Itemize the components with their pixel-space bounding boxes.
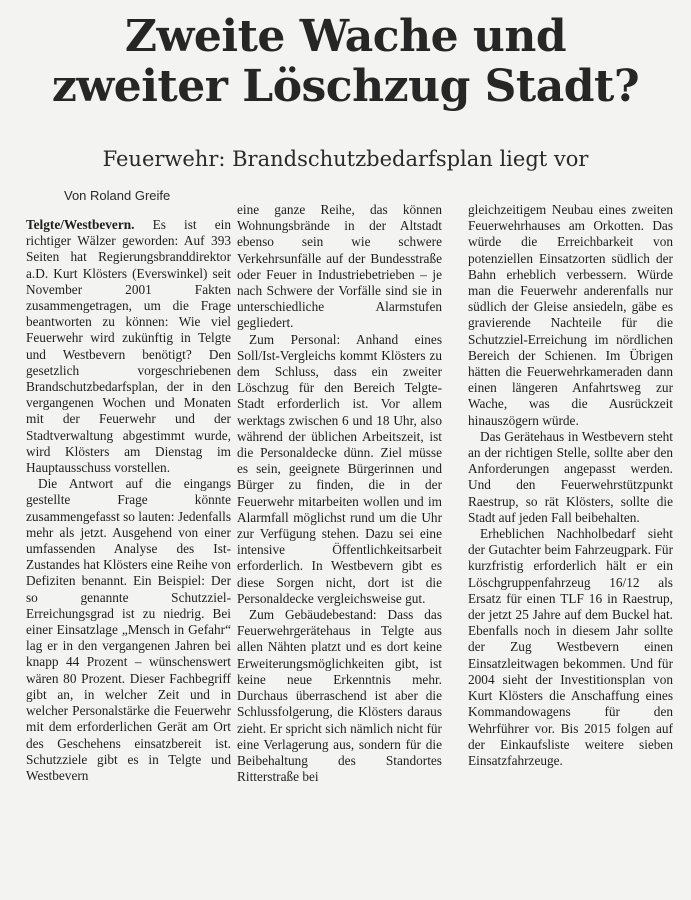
article-column-3 — [468, 202, 673, 892]
headline-line-1: Zweite Wache und — [124, 11, 567, 62]
paragraph-text: Es ist ein richtiger Wälzer geworden: Auf 393 Seiten hat Regierungsbranddirektor a.D. Kurt Klösters (Everswinkel) seit November 2001 Fakten zusammengetragen, um die Frage beantworten zu können: Wie viel Feuerwehr wird zukünftig in Telgte und Westbevern benötigt? Den gesetzlich vorgeschriebenen Brandschutzbedarfsplan, der in den vergangenen Wochen und Monaten mit der Feuerwehr und der Stadtverwaltung abgestimmt wurde, wird Klösters am Dienstag im Hauptausschuss vorstellen. — [26, 217, 231, 476]
article-paragraph: Das Gerätehaus in Westbevern steht an der richtigen Stelle, sollte aber den Anforderungen angepasst werden. Und den Feuerwehrstützpunkt Raestrup, so rät Klösters, sollte die Stadt auf jeden Fall beibehalten. — [468, 428, 673, 525]
article-paragraph: Zum Gebäudebestand: Dass das Feuerwehrgerätehaus in Telgte aus allen Nähten platzt und es dort keine Erweiterungsmöglichkeiten gibt, ist keine neue Erkenntnis mehr. Durchaus überraschend ist aber die Schlussfolgerung, die Klösters daraus zieht. Er spricht sich nämlich nicht für eine Verlagerung aus, sondern für die Beibehaltung des Standortes Ritterstraße bei — [237, 607, 442, 785]
article-paragraph: gleichzeitigem Neubau eines zweiten Feuerwehrhauses am Orkotten. Das würde die Erreichbarkeit von potenziellen Einsatzorten südlich der Bahn erheblich verbessern. Würde man die Feuerwehr anderenfalls nur südlich der Gleise ansiedeln, gäbe es gravierende Nachteile für die Schutzziel-Erreichung im nördlichen Bereich der Schienen. Im Übrigen hätten die Feuerwehrkameraden dann einen längeren Anfahrtsweg zur Wache, was die Ausrückzeit hinauszögern würde. — [468, 202, 673, 428]
article-paragraph: Zum Personal: Anhand eines Soll/Ist-Vergleichs kommt Klösters zu dem Schluss, dass ein zweiter Löschzug für den Bereich Telgte-Stadt erforderlich ist. Vor allem werktags zwischen 6 und 18 Uhr, also während der üblichen Arbeitszeit, ist die Personaldecke dünn. Ziel müsse es sein, geeignete Bürgerinnen und Bürger zu finden, die in der Feuerwehr mitarbeiten wollen und im Alarmfall möglichst rund um die Uhr zur Verfügung stehen. Dazu sei eine intensive Öffentlichkeitsarbeit erforderlich. In Westbevern gibt es diese Sorgen nicht, dort ist die Personaldecke vergleichsweise gut. — [237, 331, 442, 606]
article-paragraph: Die Antwort auf die eingangs gestellte Frage könnte zusammengefasst so lauten: Jedenfalls mehr als jetzt. Ausgehend von einer umfassenden Analyse des Ist-Zustandes hat Klösters eine Reihe von Defiziten benannt. Ein Beispiel: Der so genannte Schutzziel-Erreichungsgrad ist zu niedrig. Bei einer Einsatzlage „Mensch in Gefahr“ lag er in den vergangenen Jahren bei knapp 44 Prozent – wünschenswert wären 80 Prozent. Dieser Fachbegriff gibt an, in welcher Zeit und in welcher Personalstärke die Feuerwehr mit dem erforderlichen Gerät am Ort des Geschehens einsatzbereit ist. Schutzziele gibt es in Telgte und Westbevern — [26, 476, 231, 783]
headline — [0, 12, 691, 112]
byline: Von Roland Greife — [64, 188, 171, 203]
headline-line-2: zweiter Löschzug Stadt? — [51, 61, 640, 112]
dateline: Telgte/Westbevern. — [26, 217, 135, 232]
article-paragraph: eine ganze Reihe, das können Wohnungsbrände in der Altstadt ebenso sein wie schwere Verkehrsunfälle auf der Bundesstraße oder Feuer in Industriebetrieben – je nach Schwere der Vorfälle sind sie in unterschiedliche Alarmstufen gegliedert. — [237, 202, 442, 331]
article-column-1 — [26, 217, 231, 892]
article-paragraph: Erheblichen Nachholbedarf sieht der Gutachter beim Fahrzeugpark. Für kurzfristig erforderlich hält er ein Löschgruppenfahrzeug 16/12 als Ersatz für einen TLF 16 in Raestrup, der jetzt 25 Jahre auf dem Buckel hat. Ebenfalls noch in diesem Jahr sollte der Zug Westbevern einen Einsatzleitwagen bekommen. Und für 2004 sieht der Investitionsplan von Kurt Klösters die Anschaffung eines Kommandowagens für den Wehrführer vor. Bis 2015 folgen auf der Einkaufsliste weitere sieben Einsatzfahrzeuge. — [468, 526, 673, 768]
article-paragraph — [26, 217, 231, 476]
subheadline: Feuerwehr: Brandschutzbedarfsplan liegt vor — [102, 147, 589, 171]
article-column-2 — [237, 202, 442, 892]
